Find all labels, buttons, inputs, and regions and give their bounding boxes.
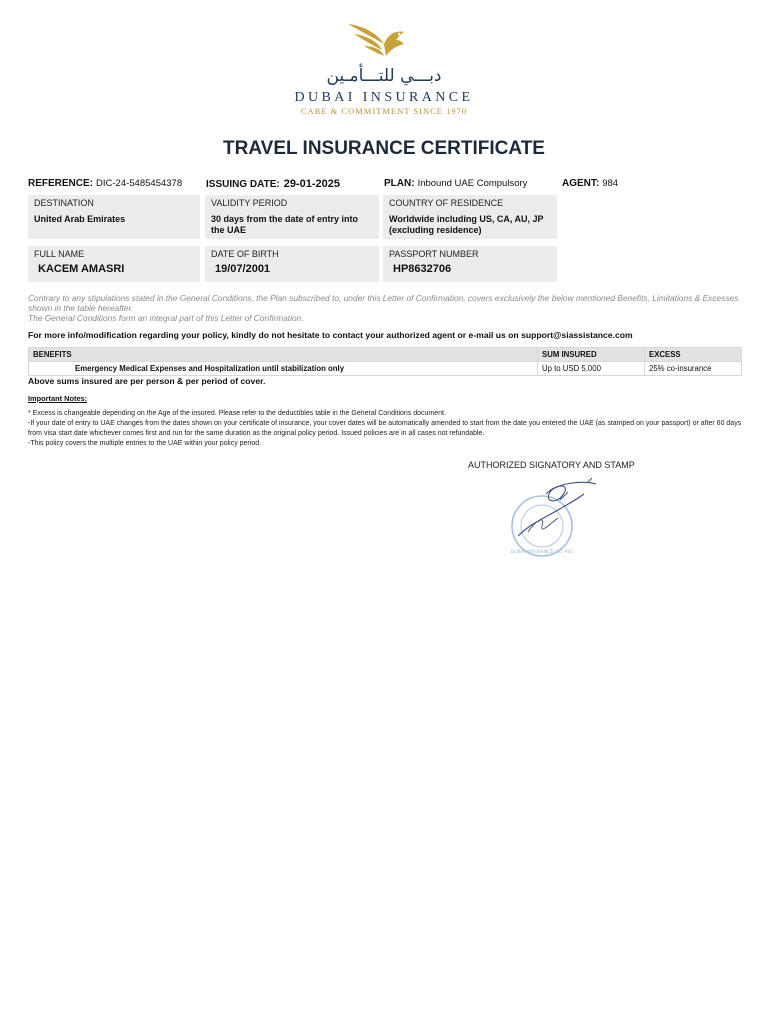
sum-insured-value: Up to USD 5,000	[538, 362, 645, 376]
validity-period-label: VALIDITY PERIOD	[211, 198, 288, 208]
important-note-1: * Excess is changeable depending on the Age of the insured. Please refer to the deductibles table in the General Conditions document.	[28, 410, 446, 417]
passport-number-value: HP8632706	[393, 263, 452, 275]
country-of-residence-label: COUNTRY OF RESIDENCE	[389, 198, 504, 208]
excess-value: 25% co-insurance	[645, 362, 742, 376]
logo-company-name: DUBAI INSURANCE	[294, 90, 474, 105]
logo-arabic-name: دبـــي للتـــأمـين	[326, 66, 442, 86]
sum-insured-column-header: SUM INSURED	[538, 348, 645, 362]
benefits-table	[28, 347, 742, 376]
authorized-signatory-label: AUTHORIZED SIGNATORY AND STAMP	[468, 460, 635, 470]
stamp-text: DUBAI INSURANCE CO. PSC	[510, 550, 574, 555]
dubai-insurance-bird-logo-icon	[344, 20, 410, 60]
benefits-header-row	[29, 348, 742, 362]
signature-stamp-icon	[498, 474, 608, 560]
agent-label: AGENT:	[562, 178, 600, 189]
benefits-column-header: BENEFITS	[29, 348, 538, 362]
reference-field	[28, 178, 182, 189]
date-of-birth-value: 19/07/2001	[215, 263, 271, 275]
excess-column-header: EXCESS	[645, 348, 742, 362]
reference-label: REFERENCE:	[28, 178, 94, 189]
full-name-value: KACEM AMASRI	[38, 263, 125, 275]
issuing-date-field	[206, 178, 340, 190]
issuing-date-label: ISSUING DATE:	[206, 179, 280, 190]
contact-info-line: For more info/modification regarding your policy, kindly do not hesitate to contact your authorized agent or e-mail us on support@siassistance.com	[28, 330, 633, 340]
important-note-3: -This policy covers the multiple entries to the UAE within your policy period.	[28, 440, 262, 447]
reference-value: DIC-24-5485454378	[96, 178, 183, 189]
sums-insured-note: Above sums insured are per person & per period of cover.	[28, 376, 266, 386]
conditions-note-line-2: The General Conditions form an integral part of this Letter of Confirmation.	[28, 313, 304, 323]
validity-period-cell	[205, 195, 379, 239]
date-of-birth-cell	[205, 246, 379, 282]
logo-tagline: CARE & COMMITMENT SINCE 1970	[300, 106, 468, 116]
agent-field	[562, 178, 618, 189]
passport-number-cell	[383, 246, 557, 282]
table-row	[29, 362, 742, 376]
plan-field	[384, 178, 527, 189]
plan-label: PLAN:	[384, 178, 415, 189]
agent-value: 984	[602, 178, 619, 189]
important-notes-heading: Important Notes:	[28, 394, 88, 403]
conditions-note	[28, 293, 740, 323]
country-of-residence-value: Worldwide including US, CA, AU, JP (excluding residence)	[389, 214, 544, 235]
destination-label: DESTINATION	[34, 198, 94, 208]
plan-value: Inbound UAE Compulsory	[417, 178, 528, 189]
full-name-cell	[28, 246, 200, 282]
destination-value: United Arab Emirates	[34, 214, 126, 224]
important-notes	[28, 409, 742, 449]
passport-number-label: PASSPORT NUMBER	[389, 249, 479, 259]
date-of-birth-label: DATE OF BIRTH	[211, 249, 279, 259]
benefit-description: Emergency Medical Expenses and Hospitalization until stabilization only	[29, 362, 538, 376]
validity-period-value: 30 days from the date of entry into the UAE	[211, 214, 359, 235]
conditions-note-line-1: Contrary to any stipulations stated in the General Conditions, the Plan subscribed to, under this Letter of Confirmation, covers exclusively the below mentioned Benefits, Limitations & Excesses shown in the table hereafter.	[28, 293, 739, 313]
certificate-title: TRAVEL INSURANCE CERTIFICATE	[223, 138, 545, 159]
full-name-label: FULL NAME	[34, 249, 85, 259]
country-of-residence-cell	[383, 195, 557, 239]
important-note-2: -If your date of entry to UAE changes from the dates shown on your certificate of insurance, your cover dates will be automatically amended to start from the date you entered the UAE (as stamped on your passport) or after 60 days from visa start date whichever comes first and run for the same duration as the original policy period. Issued policies are in all cases not refundable.	[28, 420, 742, 437]
issuing-date-value: 29-01-2025	[283, 178, 340, 190]
destination-cell	[28, 195, 200, 239]
